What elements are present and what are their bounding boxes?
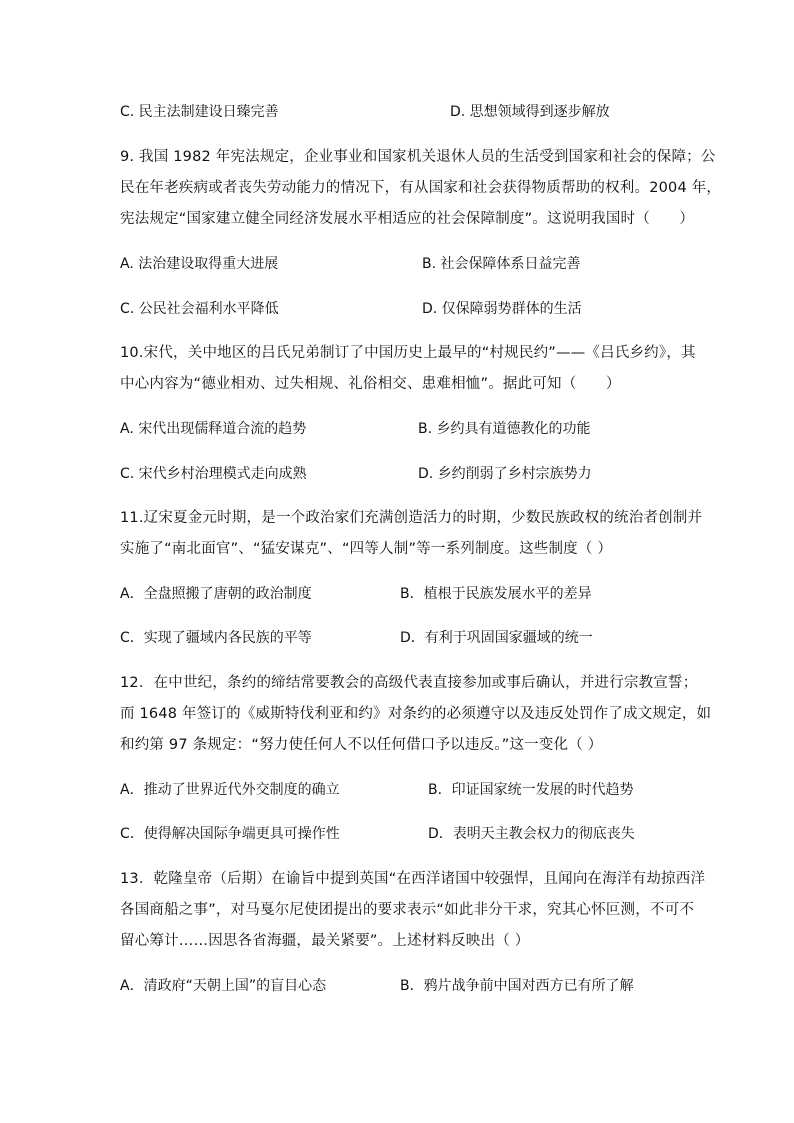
q10-option-b: B. 乡约具有道德教化的功能 xyxy=(418,421,591,437)
q8-option-d: D. 思想领域得到逐步解放 xyxy=(450,104,610,120)
q9-stem-line2: 民在年老疾病或者丧失劳动能力的情况下，有从国家和社会获得物质帮助的权利。2004 年， xyxy=(120,180,722,196)
q8-option-c: C. 民主法制建设日臻完善 xyxy=(120,104,279,120)
q13-stem-line2: 各国商船之事”，对马戛尔尼使团提出的要求表示“如此非分干求，究其心怀叵测，不可不 xyxy=(120,902,695,918)
q10-stem-line2: 中心内容为“德业相劝、过失相规、礼俗相交、患难相恤”。据此可知（ ） xyxy=(120,376,621,392)
q9-option-d: D. 仅保障弱势群体的生活 xyxy=(422,301,582,317)
q11-option-b: B．植根于民族发展水平的差异 xyxy=(400,586,592,602)
q9-option-b: B. 社会保障体系日益完善 xyxy=(422,256,581,272)
q12-stem-line2: 而 1648 年签订的《威斯特伐利亚和约》对条约的必须遵守以及违反处罚作了成文规定，如 xyxy=(120,706,712,722)
q10-option-a: A. 宋代出现儒释道合流的趋势 xyxy=(120,421,307,437)
q9-stem-line3: 宪法规定“国家建立健全同经济发展水平相适应的社会保障制度”。这说明我国时（ ） xyxy=(120,211,695,227)
q13-stem-line3: 留心筹计……因思各省海疆，最关紧要”。上述材料反映出（ ） xyxy=(120,933,530,949)
q10-option-c: C. 宋代乡村治理模式走向成熟 xyxy=(120,466,307,482)
q12-option-a: A．推动了世界近代外交制度的确立 xyxy=(120,782,340,798)
q12-stem-line3: 和约第 97 条规定：“努力使任何人不以任何借口予以违反。”这一变化（ ） xyxy=(120,737,603,753)
q9-option-c: C. 公民社会福利水平降低 xyxy=(120,301,279,317)
q12-option-c: C．使得解决国际争端更具可操作性 xyxy=(120,826,340,842)
q13-stem-line1: 13．乾隆皇帝（后期）在谕旨中提到英国“在西洋诸国中较强悍，且闻向在海洋有劫掠西洋 xyxy=(120,871,706,887)
q11-option-a: A．全盘照搬了唐朝的政治制度 xyxy=(120,586,312,602)
q11-stem-line1: 11.辽宋夏金元时期，是一个政治家们充满创造活力的时期，少数民族政权的统治者创制并 xyxy=(120,510,703,526)
q11-stem-line2: 实施了“南北面官”、“猛安谋克”、“四等人制”等一系列制度。这些制度（ ） xyxy=(120,541,613,557)
q9-option-a: A. 法治建设取得重大进展 xyxy=(120,256,279,272)
q11-option-d: D．有利于巩固国家疆域的统一 xyxy=(400,630,593,646)
q12-option-d: D．表明天主教会权力的彻底丧失 xyxy=(428,826,635,842)
q13-option-a: A．清政府“天朝上国”的盲目心态 xyxy=(120,978,327,994)
q9-stem-line1: 9. 我国 1982 年宪法规定，企业事业和国家机关退休人员的生活受到国家和社会的保障；公 xyxy=(120,149,716,165)
q11-option-c: C．实现了疆域内各民族的平等 xyxy=(120,630,312,646)
q12-option-b: B．印证国家统一发展的时代趋势 xyxy=(428,782,634,798)
q10-option-d: D. 乡约削弱了乡村宗族势力 xyxy=(418,466,592,482)
q12-stem-line1: 12．在中世纪，条约的缔结常要教会的高级代表直接参加或事后确认，并进行宗教宣誓； xyxy=(120,675,698,691)
q13-option-b: B．鸦片战争前中国对西方已有所了解 xyxy=(400,978,634,994)
q10-stem-line1: 10.宋代，关中地区的吕氏兄弟制订了中国历史上最早的“村规民约”——《吕氏乡约》，其 xyxy=(120,345,696,361)
